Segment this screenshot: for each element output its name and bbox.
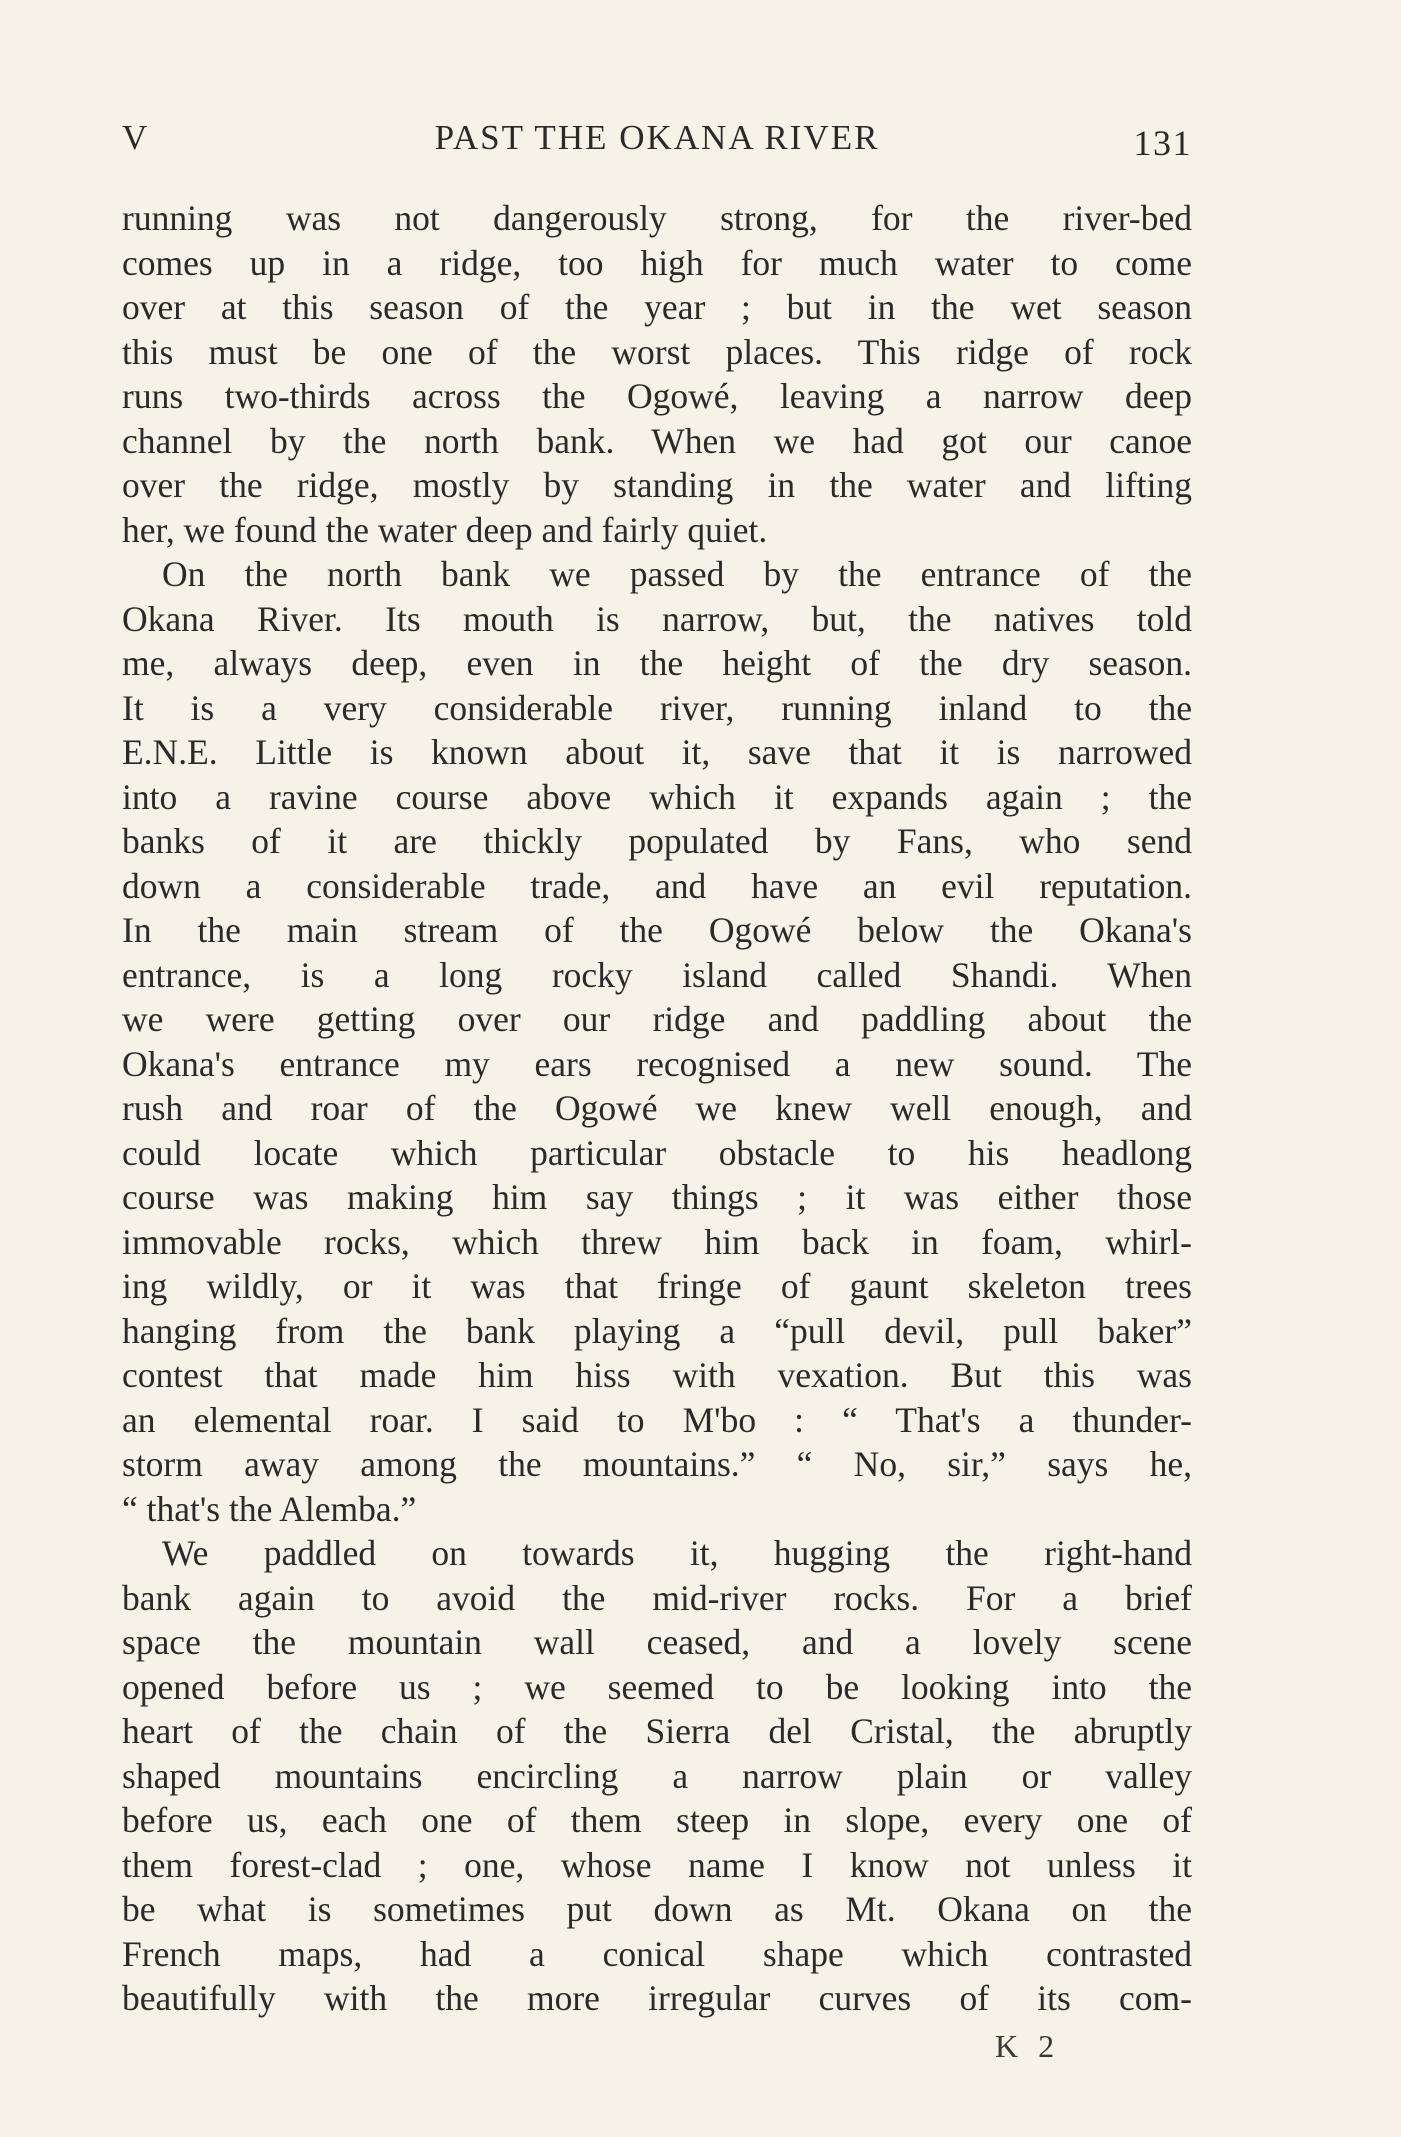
text-line: over at this season of the year ; but in the wet season — [122, 287, 1192, 327]
text-line: running was not dangerously strong, for the river-bed — [122, 198, 1192, 238]
text-line: contest that made him hiss with vexation. But this was — [122, 1355, 1192, 1395]
page-number: 131 — [1133, 123, 1192, 163]
text-line: space the mountain wall ceased, and a lovely scene — [122, 1622, 1192, 1662]
text-line: rush and roar of the Ogowé we knew well enough, and — [122, 1088, 1192, 1128]
text-line: Okana's entrance my ears recognised a new sound. The — [122, 1043, 1192, 1084]
text-line: shaped mountains encircling a narrow plain or valley — [122, 1755, 1192, 1796]
text-line: hanging from the bank playing a “pull devil, pull baker” — [122, 1310, 1192, 1351]
text-line: an elemental roar. I said to M'bo : “ That's a thunder- — [122, 1399, 1192, 1440]
signature-mark: K 2 — [995, 2028, 1061, 2064]
text-line: into a ravine course above which it expands again ; the — [122, 776, 1192, 817]
text-line: opened before us ; we seemed to be looking into the — [122, 1666, 1192, 1707]
chapter-number: V — [122, 118, 149, 157]
text-line: me, always deep, even in the height of the dry season. — [122, 643, 1192, 683]
text-line: her, we found the water deep and fairly quiet. — [122, 509, 768, 550]
text-line: over the ridge, mostly by standing in the water and lifting — [122, 465, 1192, 505]
text-line: be what is sometimes put down as Mt. Okana on the — [122, 1889, 1192, 1929]
text-line: bank again to avoid the mid-river rocks. For a brief — [122, 1577, 1192, 1618]
text-line: “ that's the Alemba.” — [122, 1488, 417, 1529]
body-text — [122, 196, 1192, 2021]
text-line: ing wildly, or it was that fringe of gaunt skeleton trees — [122, 1266, 1192, 1306]
text-line: It is a very considerable river, running inland to the — [122, 687, 1192, 728]
text-line: immovable rocks, which threw him back in foam, whirl- — [122, 1221, 1192, 1262]
text-line: we were getting over our ridge and paddling about the — [122, 999, 1192, 1039]
text-line: In the main stream of the Ogowé below the Okana's — [122, 910, 1192, 950]
text-line: beautifully with the more irregular curves of its com- — [122, 1978, 1192, 2018]
text-line: this must be one of the worst places. This ridge of rock — [122, 331, 1192, 372]
text-line: E.N.E. Little is known about it, save that it is narrowed — [122, 732, 1192, 772]
text-line: storm away among the mountains.” “ No, sir,” says he, — [122, 1444, 1192, 1484]
text-line: could locate which particular obstacle to his headlong — [122, 1132, 1192, 1173]
paragraph-start-line: We paddled on towards it, hugging the right-hand — [162, 1533, 1192, 1573]
text-line: them forest-clad ; one, whose name I know not unless it — [122, 1844, 1192, 1885]
text-line: banks of it are thickly populated by Fans, who send — [122, 821, 1192, 861]
text-line: course was making him say things ; it was either those — [122, 1177, 1192, 1217]
chapter-title: PAST THE OKANA RIVER — [434, 118, 880, 157]
text-line: down a considerable trade, and have an evil reputation. — [122, 865, 1192, 906]
text-line: French maps, had a conical shape which contrasted — [122, 1933, 1192, 1974]
text-line: Okana River. Its mouth is narrow, but, the natives told — [122, 598, 1192, 639]
paragraph-start-line: On the north bank we passed by the entrance of the — [162, 554, 1192, 594]
text-line: entrance, is a long rocky island called Shandi. When — [122, 954, 1192, 995]
text-line: runs two-thirds across the Ogowé, leaving a narrow deep — [122, 376, 1192, 416]
text-line: channel by the north bank. When we had got our canoe — [122, 420, 1192, 461]
running-head — [122, 118, 1192, 168]
text-line: before us, each one of them steep in slope, every one of — [122, 1800, 1192, 1840]
text-line: comes up in a ridge, too high for much water to come — [122, 242, 1192, 283]
text-line: heart of the chain of the Sierra del Cristal, the abruptly — [122, 1711, 1192, 1751]
